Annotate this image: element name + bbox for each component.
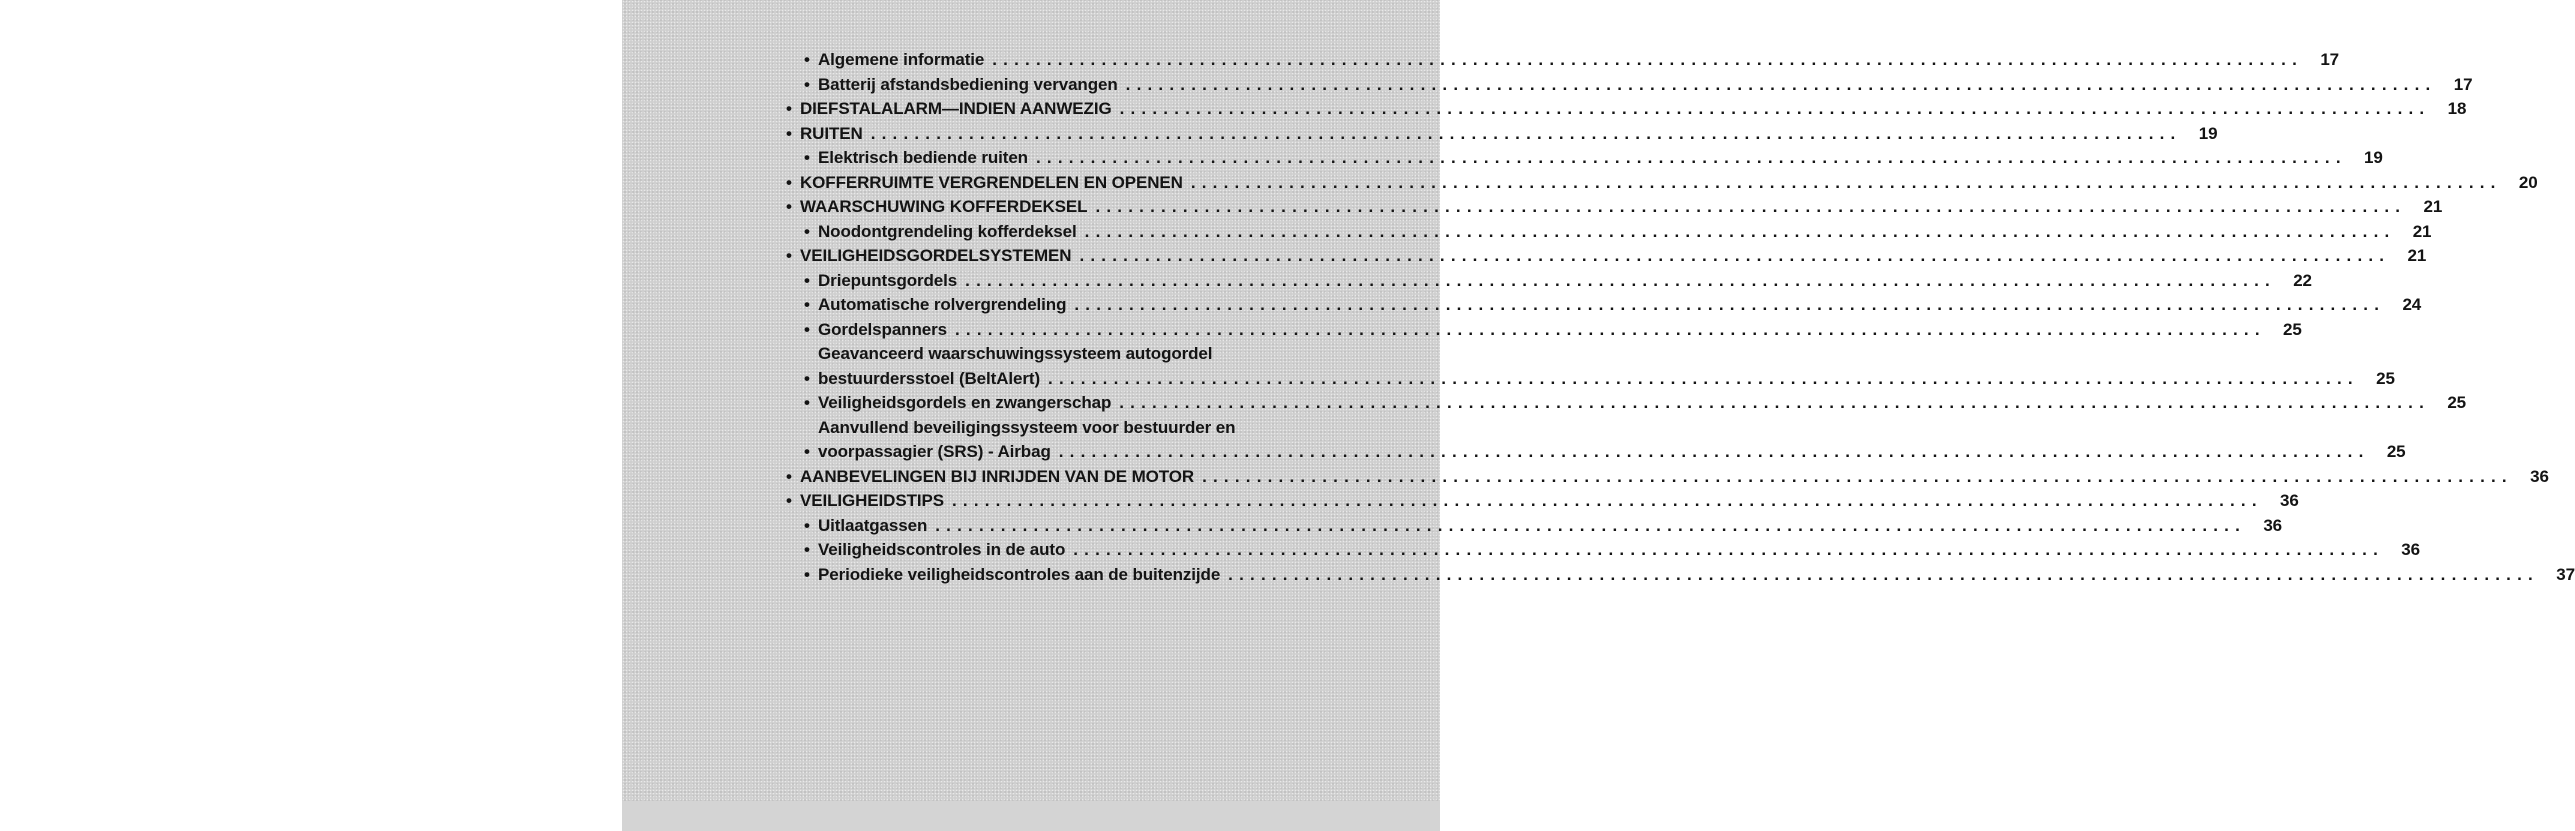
dot-leader: ........................................................................................................................ xyxy=(935,515,2247,535)
toc-entry-title: VEILIGHEIDSTIPS xyxy=(800,491,944,510)
toc-entry-title: Automatische rolvergrendeling xyxy=(818,295,1067,314)
toc-entry-title: voorpassagier (SRS) - Airbag xyxy=(818,442,1051,461)
toc-entry-title-wrap xyxy=(818,48,2340,73)
toc-section-entry xyxy=(786,97,2467,122)
toc-page-number: 19 xyxy=(2364,148,2383,167)
toc-page-number: 17 xyxy=(2320,50,2340,69)
toc-entry-title: Veiligheidsgordels en zwangerschap xyxy=(818,393,1112,412)
toc-subsection-entry xyxy=(786,538,2421,563)
table-of-contents xyxy=(786,48,2575,587)
toc-entry-line xyxy=(818,440,2406,465)
toc-page-number: 18 xyxy=(2447,99,2467,118)
toc-entry-title: Elektrisch bediende ruiten xyxy=(818,148,1028,167)
toc-subsection-entry xyxy=(786,563,2575,588)
toc-page-number: 25 xyxy=(2447,393,2467,412)
toc-entry-title-wrap xyxy=(800,489,2299,514)
toc-page-number: 19 xyxy=(2198,123,2218,143)
toc-subsection-entry xyxy=(786,269,2312,294)
toc-page-number: 22 xyxy=(2293,270,2312,290)
toc-page-number: 37 xyxy=(2556,564,2575,584)
bullet-icon: • xyxy=(786,466,792,486)
toc-entry-title-wrap xyxy=(800,195,2443,220)
toc-entry-line xyxy=(818,416,1398,441)
toc-entry-line xyxy=(818,318,2302,343)
toc-section-entry xyxy=(786,465,2549,490)
toc-entry-line xyxy=(800,465,2549,490)
toc-entry-title: AANBEVELINGEN BIJ INRIJDEN VAN DE MOTOR xyxy=(800,466,1195,486)
page-bottom-strip xyxy=(622,801,1440,831)
bullet-icon: • xyxy=(804,148,810,167)
toc-entry-title-wrap xyxy=(818,342,2395,391)
bullet-icon: • xyxy=(786,172,792,192)
bullet-icon: • xyxy=(804,515,810,535)
toc-page-number: 25 xyxy=(2376,368,2395,388)
toc-entry-line xyxy=(800,489,2299,514)
bullet-icon: • xyxy=(804,295,810,314)
toc-subsection-entry xyxy=(786,391,2467,416)
toc-page-number: 21 xyxy=(2407,246,2427,265)
toc-entry-line xyxy=(818,73,2473,98)
toc-entry-title-wrap xyxy=(818,514,2283,539)
dot-leader: ........................................................................................................................ xyxy=(1119,393,2431,412)
dot-leader: ........................................................................................................................ xyxy=(1058,442,2370,461)
toc-page-number: 25 xyxy=(2283,319,2302,339)
dot-leader: ........................................................................................................................ xyxy=(1079,246,2391,265)
toc-entry-title: Periodieke veiligheidscontroles aan de buitenzijde xyxy=(818,564,1221,584)
bullet-icon: • xyxy=(786,246,792,265)
toc-entry-title: Veiligheidscontroles in de auto xyxy=(818,540,1066,559)
bullet-icon: • xyxy=(804,74,810,94)
toc-entry-title: DIEFSTALALARM—INDIEN AANWEZIG xyxy=(800,99,1112,118)
toc-entry-line xyxy=(818,563,2575,588)
dot-leader: ........................................................................................................................ xyxy=(1095,197,2407,216)
dot-leader: ........................................................................................................................ xyxy=(870,123,2182,143)
toc-entry-line xyxy=(818,220,2432,245)
toc-entry-line xyxy=(800,171,2538,196)
toc-subsection-entry xyxy=(786,73,2473,98)
dot-leader: ........................................................................................................................ xyxy=(1228,564,2539,584)
toc-entry-line xyxy=(818,342,1398,367)
toc-entry-title-wrap xyxy=(800,171,2538,196)
toc-entry-title: WAARSCHUWING KOFFERDEKSEL xyxy=(800,197,1088,216)
toc-entry-title-wrap xyxy=(818,73,2473,98)
toc-entry-title-wrap xyxy=(818,220,2432,245)
bullet-icon: • xyxy=(804,270,810,290)
toc-section-entry xyxy=(786,195,2443,220)
toc-subsection-entry xyxy=(786,342,2395,391)
toc-page-number: 17 xyxy=(2453,74,2473,94)
toc-entry-title: bestuurdersstoel (BeltAlert) xyxy=(818,368,1041,388)
toc-subsection-entry xyxy=(786,318,2302,343)
toc-page-number: 36 xyxy=(2530,466,2549,486)
dot-leader: ........................................................................................................................ xyxy=(1074,295,2386,314)
toc-page-number: 36 xyxy=(2280,491,2299,510)
toc-entry-line xyxy=(818,146,2383,171)
toc-entry-title-wrap xyxy=(818,269,2312,294)
toc-subsection-entry xyxy=(786,416,2406,465)
toc-page-number: 20 xyxy=(2518,172,2538,192)
toc-section-entry xyxy=(786,122,2218,147)
dot-leader: ........................................................................................................................ xyxy=(1073,540,2385,559)
toc-entry-line xyxy=(800,244,2427,269)
toc-entry-line xyxy=(800,97,2467,122)
toc-entry-title: Batterij afstandsbediening vervangen xyxy=(818,74,1118,94)
toc-entry-title-wrap xyxy=(818,146,2383,171)
toc-entry-line xyxy=(800,195,2443,220)
toc-entry-title-wrap xyxy=(818,293,2422,318)
toc-entry-title-wrap xyxy=(818,391,2467,416)
toc-entry-title-wrap xyxy=(800,244,2427,269)
dot-leader: ........................................................................................................................ xyxy=(1190,172,2502,192)
dot-leader: ........................................................................................................................ xyxy=(1084,221,2396,241)
toc-page-number: 21 xyxy=(2412,221,2432,241)
toc-entry-title: VEILIGHEIDSGORDELSYSTEMEN xyxy=(800,246,1072,265)
toc-entry-title-wrap xyxy=(800,465,2549,490)
toc-entry-title-wrap xyxy=(818,563,2575,588)
bullet-icon: • xyxy=(786,99,792,118)
toc-entry-title-wrap xyxy=(800,122,2218,147)
toc-subsection-entry xyxy=(786,146,2383,171)
toc-subsection-entry xyxy=(786,293,2422,318)
toc-page-number: 36 xyxy=(2263,515,2283,535)
toc-entry-title-wrap xyxy=(818,416,2406,465)
bullet-icon: • xyxy=(786,197,792,216)
toc-entry-title: Geavanceerd waarschuwingssysteem autogordel xyxy=(818,344,1213,363)
bullet-icon: • xyxy=(804,368,810,388)
bullet-icon: • xyxy=(804,393,810,412)
dot-leader: ........................................................................................................................ xyxy=(1202,466,2513,486)
toc-section-entry xyxy=(786,171,2538,196)
toc-entry-title: Gordelspanners xyxy=(818,319,947,339)
dot-leader: ........................................................................................................................ xyxy=(1125,74,2437,94)
toc-subsection-entry xyxy=(786,48,2340,73)
toc-entry-title: KOFFERRUIMTE VERGRENDELEN EN OPENEN xyxy=(800,172,1183,192)
toc-entry-line xyxy=(818,538,2421,563)
toc-entry-line xyxy=(818,293,2422,318)
toc-entry-line xyxy=(818,269,2312,294)
dot-leader: ........................................................................................................................ xyxy=(1119,99,2431,118)
toc-section-entry xyxy=(786,244,2427,269)
toc-entry-title: Noodontgrendeling kofferdeksel xyxy=(818,221,1077,241)
toc-page-number: 25 xyxy=(2386,442,2406,461)
dot-leader: ........................................................................................................................ xyxy=(992,50,2304,69)
toc-subsection-entry xyxy=(786,514,2283,539)
toc-entry-line xyxy=(818,367,2395,392)
bullet-icon: • xyxy=(804,319,810,339)
toc-entry-line xyxy=(818,48,2340,73)
toc-entry-title: Uitlaatgassen xyxy=(818,515,928,535)
toc-entry-title-wrap xyxy=(818,538,2421,563)
dot-leader: ........................................................................................................................ xyxy=(1035,148,2347,167)
toc-entry-title-wrap xyxy=(800,97,2467,122)
dot-leader: ........................................................................................................................ xyxy=(954,319,2266,339)
toc-page-number: 24 xyxy=(2402,295,2422,314)
toc-entry-line xyxy=(800,122,2218,147)
toc-entry-line xyxy=(818,514,2283,539)
toc-page-number: 21 xyxy=(2423,197,2443,216)
bullet-icon: • xyxy=(804,540,810,559)
toc-section-entry xyxy=(786,489,2299,514)
toc-entry-title: Aanvullend beveiligingssysteem voor bestuurder en xyxy=(818,417,1236,437)
bullet-icon: • xyxy=(804,50,810,69)
toc-subsection-entry xyxy=(786,220,2432,245)
toc-entry-title-wrap xyxy=(818,318,2302,343)
bullet-icon: • xyxy=(786,491,792,510)
bullet-icon: • xyxy=(786,123,792,143)
bullet-icon: • xyxy=(804,442,810,461)
toc-entry-line xyxy=(818,391,2467,416)
bullet-icon: • xyxy=(804,221,810,241)
toc-page-number: 36 xyxy=(2401,540,2421,559)
toc-entry-title: Algemene informatie xyxy=(818,50,985,69)
dot-leader: ........................................................................................................................ xyxy=(951,491,2263,510)
dot-leader: ........................................................................................................................ xyxy=(965,270,2276,290)
toc-entry-title: RUITEN xyxy=(800,123,863,143)
bullet-icon: • xyxy=(804,564,810,584)
dot-leader: ........................................................................................................................ xyxy=(1048,368,2359,388)
toc-entry-title: Driepuntsgordels xyxy=(818,270,958,290)
